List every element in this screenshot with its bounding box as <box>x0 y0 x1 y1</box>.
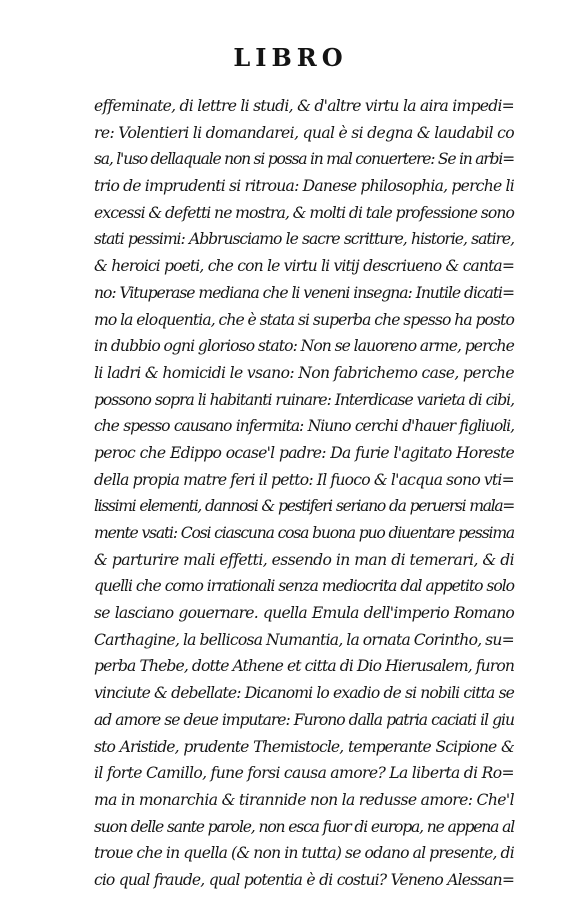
running-head: LIBRO <box>233 43 348 72</box>
text-line: in dubbio ogni glorioso stato: Non se lauoreno arme, perche <box>94 337 514 356</box>
text-line: stati pessimi: Abbrusciamo le sacre scritture, historie, satire, <box>94 230 514 249</box>
text-line: della propia matre feri il petto: Il fuoco & l'acqua sono vti= <box>94 470 514 489</box>
text-line: sto Aristide, prudente Themistocle, temperante Scipione & <box>94 737 514 756</box>
text-line: il forte Camillo, fune forsi causa amore? La liberta di Ro= <box>94 764 514 783</box>
text-line: effeminate, di lettre li studi, & d'altre virtu la aira impedi= <box>94 97 514 115</box>
text-line: perba Thebe, dotte Athene et citta di Dio Hierusalem, furon <box>94 657 514 676</box>
text-line: trio de imprudenti si ritroua: Danese philosophia, perche li <box>94 177 514 196</box>
text-line: cio qual fraude, qual potentia è di costui? Veneno Alessan= <box>94 870 514 889</box>
text-line: troue che in quella (& non in tutta) se odano al presente, di <box>94 844 514 863</box>
text-line: re: Volentieri li domandarei, qual è si degna & laudabil co <box>94 123 514 142</box>
text-line: suon delle sante parole, non esca fuor di europa, ne appena al <box>94 817 514 836</box>
text-line: Carthagine, la bellicosa Numantia, la ornata Corintho, su= <box>94 630 514 649</box>
text-line: mo la eloquentia, che è stata si superba che spesso ha posto <box>94 310 514 329</box>
text-line: ad amore se deue imputare: Furono dalla patria caciati il giu <box>94 710 514 729</box>
text-line: mente vsati: Cosi ciascuna cosa buona puo diuentare pessima <box>94 524 514 542</box>
text-line: ma in monarchia & tirannide non la redusse amore: Che'l <box>94 790 514 809</box>
text-line: no: Vituperase mediana che li veneni insegna: Inutile dicati= <box>94 283 514 302</box>
text-line: quelli che como irrationali senza mediocrita dal appetito solo <box>94 577 514 596</box>
text-line: lissimi elementi, dannosi & pestiferi seriano da peruersi mala= <box>94 497 514 516</box>
body-text <box>94 93 514 894</box>
text-line: se lasciano gouernare. quella Emula dell'imperio Romano <box>94 604 514 623</box>
text-line: & heroici poeti, che con le virtu li vitij descriueno & canta= <box>94 257 514 276</box>
text-line: peroc che Edippo ocase'l padre: Da furie l'agitato Horeste <box>94 443 514 462</box>
text-line: sa, l'uso dellaquale non si possa in mal conuertere: Se in arbi= <box>94 150 514 169</box>
text-line: possono sopra li habitanti ruinare: Interdicase varieta di cibi, <box>94 390 514 409</box>
text-line: vinciute & debellate: Dicanomi lo exadio de si nobili citta se <box>94 684 514 703</box>
text-line: li ladri & homicidi le vsano: Non fabrichemo case, perche <box>94 363 514 382</box>
text-line: & parturire mali effetti, essendo in man di temerari, & di <box>94 550 514 569</box>
text-line: che spesso causano infermita: Niuno cerchi d'hauer figliuoli, <box>94 417 514 436</box>
text-line: excessi & defetti ne mostra, & molti di tale professione sono <box>94 203 514 222</box>
